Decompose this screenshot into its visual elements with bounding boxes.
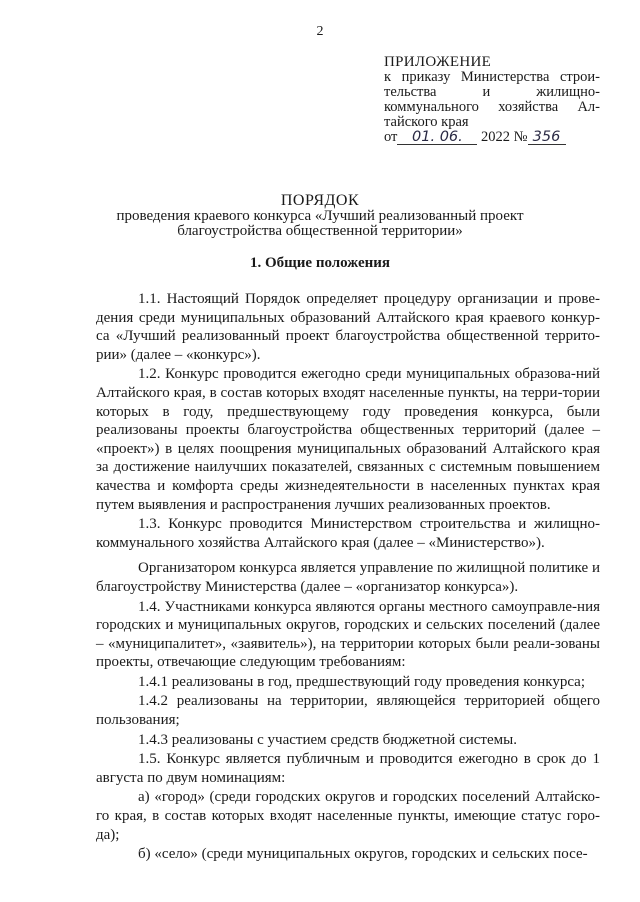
document-title [0, 193, 640, 240]
appendix-line: к приказу Министерства строи- [384, 69, 600, 85]
from-label: от [384, 129, 398, 145]
title-line: благоустройства общественной территории» [177, 223, 463, 239]
appendix-line: тайского края [384, 114, 469, 130]
paragraph: 1.4.2 реализованы на территории, являющейся территорией общего пользования; [96, 693, 600, 729]
paragraph: 1.5. Конкурс является публичным и проводится ежегодно в срок до 1 августа по двум номинациям: [96, 751, 600, 786]
handwritten-date: 01. 06. [397, 131, 477, 145]
document-body [96, 290, 600, 865]
appendix-line: коммунального хозяйства Ал- [384, 99, 600, 115]
appendix-line: тельства и жилищно- [384, 84, 600, 100]
paragraph: 1.4. Участниками конкурса являются органы местного самоуправле-ния городских и муниципальных округов, городских и сельских поселений (далее – «муниципалитет», «заявитель»), на территории которых были реали-зованы проекты, отвечающие следующим требованиям: [96, 598, 600, 671]
paragraph: 1.3. Конкурс проводится Министерством строительства и жилищно-коммунального хозяйства Алтайского края (далее – «Министерство»). [96, 516, 600, 551]
paragraph: 1.4.1 реализованы в год, предшествующий году проведения конкурса; [138, 673, 585, 690]
page-number: 2 [316, 24, 324, 39]
order-year: 2022 № [481, 129, 528, 145]
paragraph: а) «город» (среди городских округов и городских поселений Алтайско-го края, в состав которых входят населенные пункты, имеющие статус горо-да); [96, 789, 600, 843]
paragraph: 1.2. Конкурс проводится ежегодно среди муниципальных образова-ний Алтайского края, в состав которых входят населенные пункты, на терри-тории которых в году, предшествующему году проведения конкурса, были реализованы проекты благоустройства общественных территорий (далее – «проект») в целях поощрения муниципальных образований Алтайского края за достижение наилучших показателей, связанных с системным повышением качества и комфорта среды жизнедеятельности в населенных пунктах края путем выявления и распространения лучших реализованных проектов. [96, 366, 600, 513]
paragraph: б) «село» (среди муниципальных округов, городских и сельских посе- [138, 846, 588, 863]
title-main: ПОРЯДОК [280, 192, 360, 209]
paragraph: 1.1. Настоящий Порядок определяет процедуру организации и прове-дения среди муниципальных образований Алтайского края краевого конкур-са «Лучший реализованный проект благоустройства общественной террито-рии» (далее – «конкурс»). [96, 291, 600, 363]
title-line: проведения краевого конкурса «Лучший реализованный проект [116, 207, 524, 224]
appendix-block [384, 55, 600, 145]
paragraph: 1.4.3 реализованы с участием средств бюджетной системы. [138, 731, 517, 748]
handwritten-order-number: 356 [528, 131, 566, 145]
order-date-line [384, 130, 600, 145]
section-heading: 1. Общие положения [249, 255, 391, 271]
paragraph: Организатором конкурса является управление по жилищной политике и благоустройству Министерства (далее – «организатор конкурса»). [96, 560, 600, 595]
appendix-title: ПРИЛОЖЕНИЕ [384, 54, 492, 70]
